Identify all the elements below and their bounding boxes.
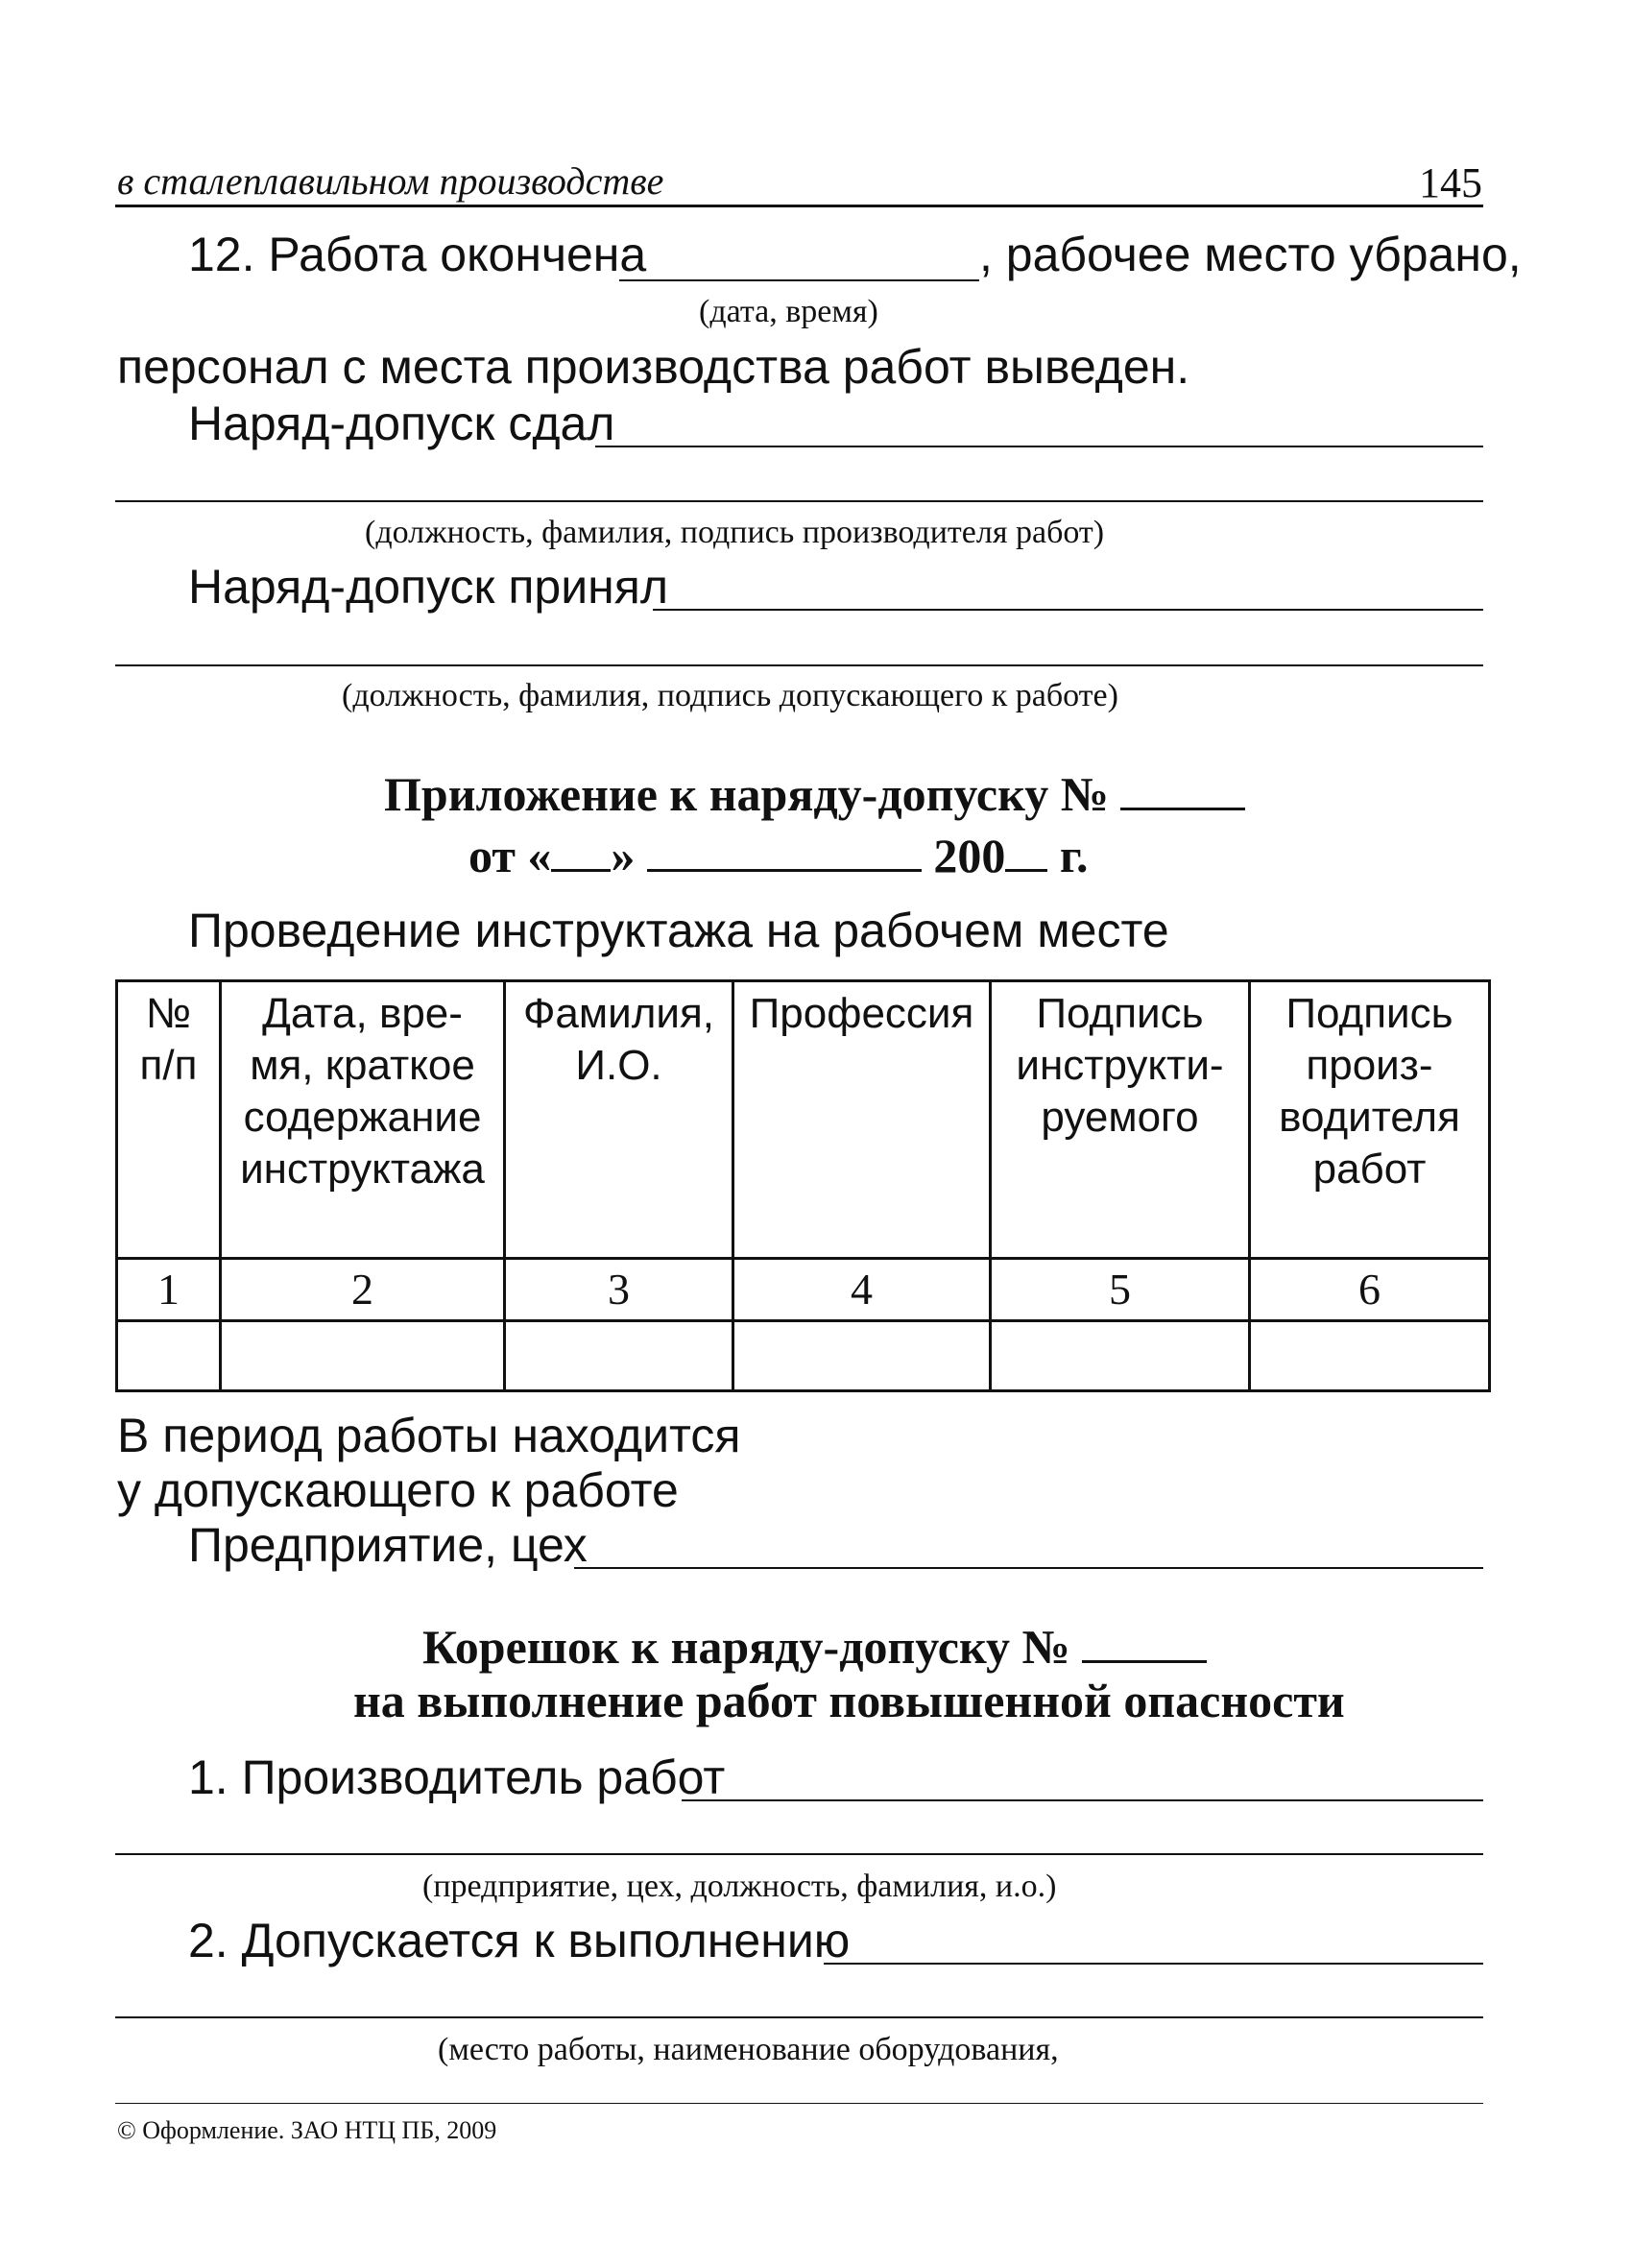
- item12-prefix: 12. Работа окончена: [188, 228, 647, 281]
- table-number-row: [117, 1259, 1490, 1321]
- stub-title-line2: на выполнение работ повышенной опасности: [353, 1674, 1345, 1727]
- item12-continuation: персонал с места производства работ выведен.: [117, 340, 1190, 394]
- enterprise-label: Предприятие, цех: [188, 1518, 588, 1572]
- table-header-row: [117, 981, 1490, 1259]
- appendix-day-blank[interactable]: [551, 831, 611, 872]
- appendix-title-line2: [468, 828, 1088, 883]
- handover-received-caption: (должность, фамилия, подпись допускающего к работе): [342, 678, 1118, 713]
- column-number-3: 3: [505, 1259, 733, 1321]
- handover-gave-line2[interactable]: [115, 500, 1483, 502]
- empty-cell[interactable]: [117, 1321, 221, 1391]
- handover-gave-label: Наряд-допуск сдал: [188, 397, 615, 450]
- column-number-4: 4: [733, 1259, 991, 1321]
- stub-item1-caption: (предприятие, цех, должность, фамилия, и.о.): [422, 1869, 1057, 1904]
- empty-cell[interactable]: [733, 1321, 991, 1391]
- stub-item2-label: 2. Допускается к выполнению: [188, 1914, 851, 1967]
- instruction-table: [115, 979, 1491, 1392]
- stub-number-blank[interactable]: [1082, 1622, 1207, 1663]
- header-cell-name: Фамилия, И.О.: [505, 981, 733, 1259]
- stub-item1-line2[interactable]: [115, 1853, 1483, 1855]
- appendix-month-blank[interactable]: [647, 831, 922, 872]
- appendix-date-prefix: от «: [468, 829, 552, 882]
- handover-received-line2[interactable]: [115, 664, 1483, 666]
- column-number-2: 2: [221, 1259, 505, 1321]
- handover-gave-caption: (должность, фамилия, подпись производителя работ): [365, 515, 1105, 550]
- period-line1: В период работы находится: [117, 1409, 741, 1462]
- enterprise-blank[interactable]: [574, 1567, 1483, 1569]
- empty-cell[interactable]: [221, 1321, 505, 1391]
- empty-cell[interactable]: [1250, 1321, 1490, 1391]
- empty-cell[interactable]: [991, 1321, 1250, 1391]
- table-empty-row: [117, 1321, 1490, 1391]
- handover-received-label: Наряд-допуск принял: [188, 560, 668, 614]
- item12-suffix: , рабочее место убрано,: [979, 228, 1522, 281]
- stub-title-text: Корешок к наряду-допуску №: [422, 1620, 1070, 1674]
- column-number-5: 5: [991, 1259, 1250, 1321]
- header-cell-date: Дата, вре- мя, краткое содержание инструктажа: [221, 981, 505, 1259]
- header-cell-instructed-signature: Подпись инструкти- руемого: [991, 981, 1250, 1259]
- appendix-number-blank[interactable]: [1120, 769, 1245, 810]
- stub-item2-line2[interactable]: [115, 2016, 1483, 2018]
- header-cell-profession: Профессия: [733, 981, 991, 1259]
- column-number-6: 6: [1250, 1259, 1490, 1321]
- stub-item2-blank[interactable]: [824, 1963, 1483, 1965]
- running-title: в сталеплавильном производстве: [117, 159, 664, 203]
- page-number: 145: [1419, 159, 1482, 206]
- appendix-title-line1: [384, 766, 1245, 822]
- footer-rule: [115, 2103, 1483, 2104]
- stub-item2-caption: (место работы, наименование оборудования,: [438, 2032, 1059, 2067]
- header-rule: [115, 205, 1483, 207]
- stub-title-line1: [422, 1619, 1207, 1675]
- column-number-1: 1: [117, 1259, 221, 1321]
- handover-gave-blank[interactable]: [595, 446, 1483, 447]
- period-line2: у допускающего к работе: [117, 1463, 679, 1517]
- handover-received-blank[interactable]: [653, 609, 1483, 611]
- item12-date-blank[interactable]: [619, 279, 979, 281]
- stub-item1-label: 1. Производитель работ: [188, 1750, 726, 1804]
- header-cell-number: № п/п: [117, 981, 221, 1259]
- appendix-title-text: Приложение к наряду-допуску №: [384, 767, 1109, 821]
- footer-copyright: © Оформление. ЗАО НТЦ ПБ, 2009: [117, 2116, 497, 2144]
- stub-item1-blank[interactable]: [682, 1799, 1483, 1801]
- appendix-year-suffix: г.: [1059, 829, 1089, 882]
- header-cell-supervisor-signature: Подпись произ- водителя работ: [1250, 981, 1490, 1259]
- empty-cell[interactable]: [505, 1321, 733, 1391]
- appendix-subtitle: Проведение инструктажа на рабочем месте: [188, 904, 1169, 957]
- item12-caption: (дата, время): [699, 294, 878, 329]
- appendix-year-blank[interactable]: [1005, 831, 1047, 872]
- appendix-year: 200: [933, 829, 1006, 882]
- appendix-date-mid: »: [611, 829, 636, 882]
